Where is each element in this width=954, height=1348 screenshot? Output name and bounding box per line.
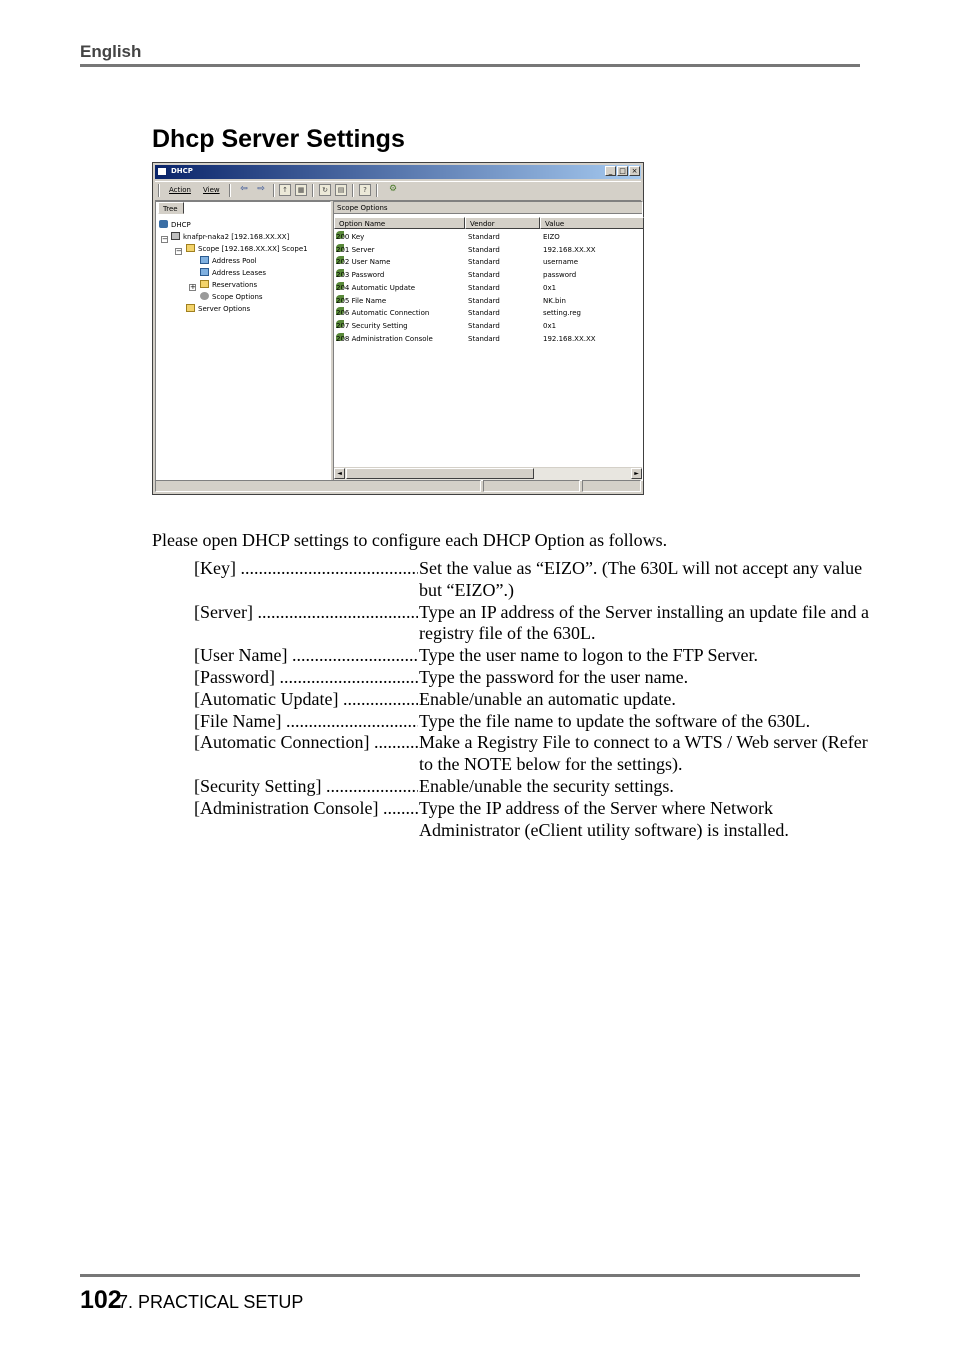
tree-node-address-pool[interactable] bbox=[200, 256, 257, 267]
tree-node-label: Scope [192.168.XX.XX] Scope1 bbox=[198, 245, 308, 253]
option-definitions bbox=[194, 558, 874, 841]
definition-item bbox=[194, 558, 874, 602]
dhcp-window bbox=[152, 162, 644, 495]
toolbar-separator bbox=[229, 184, 231, 197]
column-header-vendor[interactable]: Vendor bbox=[465, 217, 540, 229]
address-leases-icon bbox=[200, 268, 209, 276]
definition-item bbox=[194, 667, 874, 689]
option-value: 192.168.XX.XX bbox=[543, 334, 596, 343]
status-cell bbox=[155, 480, 481, 492]
intro-text: Please open DHCP settings to configure each DHCP Option as follows. bbox=[152, 530, 668, 550]
list-row[interactable] bbox=[334, 333, 642, 345]
forward-icon[interactable]: ⇨ bbox=[257, 184, 265, 194]
tree-node-server[interactable] bbox=[171, 232, 289, 243]
toolbar bbox=[155, 181, 641, 201]
page-number: 102 bbox=[80, 1286, 122, 1314]
option-vendor: Standard bbox=[468, 309, 500, 318]
server-icon bbox=[171, 232, 180, 240]
option-name: 203 Password bbox=[336, 271, 385, 280]
tree-pane bbox=[155, 201, 331, 481]
scroll-right-icon[interactable]: ► bbox=[631, 468, 642, 479]
tree-node-label: knafpr-naka2 [192.168.XX.XX] bbox=[183, 233, 290, 241]
tree-node-reservations[interactable] bbox=[200, 280, 257, 291]
option-vendor: Standard bbox=[468, 233, 500, 241]
option-name: 208 Administration Console bbox=[336, 334, 433, 343]
definition-item bbox=[194, 689, 874, 711]
tree-node-scope-options[interactable] bbox=[200, 292, 263, 303]
option-value: 0x1 bbox=[543, 321, 557, 330]
scroll-thumb[interactable] bbox=[346, 468, 534, 479]
option-name: 201 Server bbox=[336, 245, 375, 254]
toolbar-separator bbox=[312, 184, 314, 197]
column-header-option-name[interactable]: Option Name bbox=[334, 217, 465, 229]
tree-node-address-leases[interactable] bbox=[200, 268, 266, 279]
minimize-button[interactable]: _ bbox=[605, 166, 616, 176]
definition-description: Type the user name to logon to the FTP Server. bbox=[419, 645, 759, 666]
toolbar-separator bbox=[352, 184, 354, 197]
tree-node-server-options[interactable] bbox=[186, 304, 250, 315]
option-name: 205 File Name bbox=[336, 296, 387, 305]
tree-tab[interactable]: Tree bbox=[158, 202, 184, 214]
definition-item bbox=[194, 732, 874, 776]
option-value: 192.168.XX.XX bbox=[543, 245, 596, 254]
header-language: English bbox=[80, 42, 142, 61]
definition-term: [Security Setting] ..... bbox=[194, 776, 418, 798]
toolbar-separator bbox=[376, 184, 378, 197]
header-rule bbox=[80, 64, 860, 67]
definition-description: Enable/unable the security settings. bbox=[419, 775, 674, 796]
address-pool-icon bbox=[200, 256, 209, 264]
option-vendor: Standard bbox=[468, 321, 500, 330]
option-value: NK.bin bbox=[543, 296, 566, 305]
folder-icon bbox=[186, 304, 195, 312]
tree-node-label: Address Pool bbox=[212, 257, 257, 265]
option-vendor: Standard bbox=[468, 296, 500, 305]
definition-term: [Key] ..... bbox=[194, 558, 418, 580]
option-vendor: Standard bbox=[468, 283, 500, 292]
option-value: password bbox=[543, 271, 577, 280]
definition-item bbox=[194, 776, 874, 798]
tree-node-label: Server Options bbox=[198, 305, 251, 313]
list-pane-title: Scope Options bbox=[334, 202, 642, 214]
list-pane bbox=[333, 201, 643, 481]
help-icon[interactable]: ? bbox=[359, 184, 371, 196]
option-value: 0x1 bbox=[543, 283, 557, 292]
definition-term: [Password] ..... bbox=[194, 667, 418, 689]
back-icon[interactable]: ⇦ bbox=[240, 184, 248, 194]
definition-term: [Administration Console] ..... bbox=[194, 798, 418, 820]
chapter-title: 7. PRACTICAL SETUP bbox=[118, 1292, 304, 1312]
tree-node-label: Reservations bbox=[212, 281, 258, 289]
close-button[interactable]: × bbox=[629, 166, 640, 176]
maximize-button[interactable]: □ bbox=[617, 166, 628, 176]
menu-view[interactable]: View bbox=[203, 186, 220, 194]
show-hide-tree-icon[interactable]: ▦ bbox=[295, 184, 307, 196]
scope-options-icon bbox=[200, 292, 209, 300]
list-row[interactable] bbox=[334, 295, 642, 307]
definition-description: Set the value as “EIZO”. (The 630L will not accept any value but “EIZO”.) bbox=[419, 558, 863, 600]
definition-term: [Server] ..... bbox=[194, 602, 418, 624]
definition-item bbox=[194, 798, 874, 842]
collapse-icon[interactable]: − bbox=[176, 247, 182, 255]
definition-term: [User Name] ..... bbox=[194, 645, 418, 667]
list-row[interactable] bbox=[334, 320, 642, 332]
list-row[interactable] bbox=[334, 269, 642, 281]
list-row[interactable] bbox=[334, 244, 642, 256]
toolbar-separator bbox=[273, 184, 275, 197]
status-bar bbox=[155, 480, 641, 492]
toolbar-separator bbox=[158, 184, 160, 197]
column-header-value[interactable]: Value bbox=[540, 217, 644, 229]
collapse-icon[interactable]: − bbox=[162, 235, 168, 243]
definition-term: [Automatic Update] ..... bbox=[194, 689, 418, 711]
folder-icon bbox=[186, 244, 195, 252]
option-name: 200 Key bbox=[336, 233, 365, 241]
tree-node-scope[interactable] bbox=[186, 244, 308, 255]
option-vendor: Standard bbox=[468, 258, 500, 267]
section-title: Dhcp Server Settings bbox=[152, 125, 405, 153]
list-row[interactable] bbox=[334, 307, 642, 319]
window-title: DHCP bbox=[171, 167, 193, 175]
tree-node-label: Scope Options bbox=[212, 293, 263, 301]
expand-icon[interactable]: + bbox=[190, 283, 196, 291]
definition-term: [File Name] ..... bbox=[194, 711, 418, 733]
status-cell bbox=[582, 480, 641, 492]
menu-action[interactable]: Action bbox=[169, 186, 191, 194]
option-vendor: Standard bbox=[468, 334, 500, 343]
folder-icon bbox=[200, 280, 209, 288]
tree-node-dhcp[interactable] bbox=[159, 220, 191, 231]
definition-description: Type the file name to update the software of the 630L. bbox=[419, 710, 811, 731]
dhcp-icon bbox=[159, 220, 168, 228]
definition-item bbox=[194, 602, 874, 646]
up-folder-icon[interactable]: ↑ bbox=[279, 184, 291, 196]
definition-item bbox=[194, 645, 874, 667]
list-row[interactable] bbox=[334, 256, 642, 268]
list-row[interactable] bbox=[334, 231, 642, 243]
option-name: 202 User Name bbox=[336, 258, 391, 267]
definition-description: Make a Registry File to connect to a WTS / Web server (Refer to the NOTE below for the settings). bbox=[419, 732, 868, 775]
horizontal-scrollbar[interactable] bbox=[334, 467, 642, 480]
definition-item bbox=[194, 711, 874, 733]
options-icon[interactable]: ⚙ bbox=[388, 184, 398, 194]
window-titlebar[interactable] bbox=[155, 165, 641, 179]
definition-description: Type the IP address of the Server where Network Administrator (eClient utility software) is installed. bbox=[419, 797, 789, 840]
tree-node-label: Address Leases bbox=[212, 269, 267, 277]
export-list-icon[interactable]: ▤ bbox=[335, 184, 347, 196]
list-row[interactable] bbox=[334, 282, 642, 294]
status-cell bbox=[483, 480, 580, 492]
tree-node-label: DHCP bbox=[171, 221, 191, 229]
footer-rule bbox=[80, 1274, 860, 1277]
scroll-left-icon[interactable]: ◄ bbox=[334, 468, 345, 479]
definition-description: Type an IP address of the Server installing an update file and a registry file of the 630L. bbox=[419, 601, 869, 644]
option-name: 207 Security Setting bbox=[336, 321, 408, 330]
option-name: 204 Automatic Update bbox=[336, 283, 416, 292]
definition-description: Type the password for the user name. bbox=[419, 666, 689, 687]
refresh-icon[interactable]: ↻ bbox=[319, 184, 331, 196]
option-vendor: Standard bbox=[468, 271, 500, 280]
option-vendor: Standard bbox=[468, 245, 500, 254]
option-value: username bbox=[543, 258, 578, 267]
option-value: EIZO bbox=[543, 233, 560, 241]
option-name: 206 Automatic Connection bbox=[336, 309, 430, 318]
definition-term: [Automatic Connection] ..... bbox=[194, 732, 418, 754]
option-value: setting.reg bbox=[543, 309, 581, 318]
dhcp-app-icon bbox=[157, 167, 167, 176]
definition-description: Enable/unable an automatic update. bbox=[419, 688, 676, 709]
